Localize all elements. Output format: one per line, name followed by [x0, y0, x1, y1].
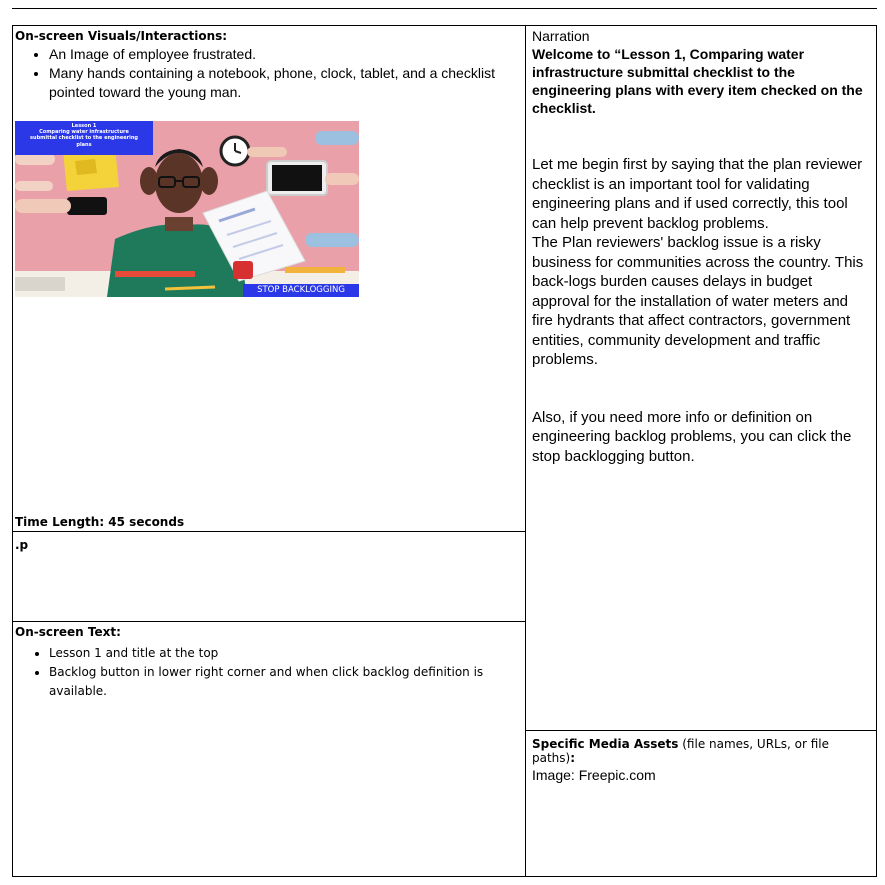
frustrated-employee-image	[15, 121, 359, 297]
media-assets-heading	[532, 737, 872, 765]
narration-cell	[532, 28, 872, 466]
media-assets-cell	[532, 737, 872, 783]
narration-heading: Narration	[532, 28, 590, 44]
visuals-item: • Many hands containing a notebook, phone, clock, tablet, and a checklist pointed toward the young man.	[49, 64, 523, 102]
visuals-list	[15, 45, 523, 102]
narration-welcome: Welcome to “Lesson 1, Comparing water infrastructure submittal checklist to the engineering plans with every item checked on the checklist.	[532, 46, 863, 116]
top-border	[12, 8, 877, 9]
banner-line: submittal checklist to the engineering	[30, 135, 138, 142]
time-length-label: Time Length: 45 seconds	[15, 515, 185, 529]
media-row-border	[526, 730, 877, 731]
media-heading-colon: :	[570, 751, 576, 765]
banner-line: plans	[76, 141, 92, 148]
p-row-border	[12, 621, 526, 622]
narration-para-2: The Plan reviewers' backlog issue is a risky business for communities across the country. This back-logs burden causes delays in budget approval for the installation of water meters and fire hydrants that affect contractors, government entities, community development and traffic problems.	[532, 234, 864, 368]
bottom-border	[12, 876, 877, 877]
media-heading-bold: Specific Media Assets	[532, 737, 679, 751]
visuals-item: • An Image of employee frustrated.	[49, 45, 523, 64]
onscreen-text-item: • Lesson 1 and title at the top	[49, 644, 523, 663]
stop-backlogging-button[interactable]: STOP BACKLOGGING	[243, 284, 359, 297]
narration-para-1: Let me begin first by saying that the plan reviewer checklist is an important tool for validating engineering plans and if used correctly, this tool can help prevent backlog problems.	[532, 156, 863, 232]
onscreen-text-heading: On-screen Text:	[15, 625, 121, 639]
onscreen-text-list	[15, 644, 523, 701]
onscreen-text-cell	[15, 625, 523, 701]
narration-para-3: Also, if you need more info or definition on engineering backlog problems, you can click the stop backlogging button.	[532, 408, 852, 465]
visuals-cell	[15, 29, 523, 102]
banner-line: Lesson 1	[71, 123, 97, 129]
p-text: .p	[15, 538, 29, 552]
left-border	[12, 25, 13, 877]
column-divider	[525, 25, 526, 877]
media-heading-note: (file names, URLs, or file paths)	[532, 737, 829, 765]
lesson-banner	[15, 121, 153, 155]
onscreen-text-item: • Backlog button in lower right corner and when click backlog definition is available.	[49, 663, 523, 701]
right-border	[876, 25, 877, 877]
visuals-heading: On-screen Visuals/Interactions:	[15, 29, 228, 43]
time-row-border	[12, 531, 526, 532]
media-assets-value: Image: Freepic.com	[532, 767, 656, 783]
banner-line: Comparing water infrastructure	[39, 129, 129, 136]
header-row-border	[12, 25, 877, 26]
